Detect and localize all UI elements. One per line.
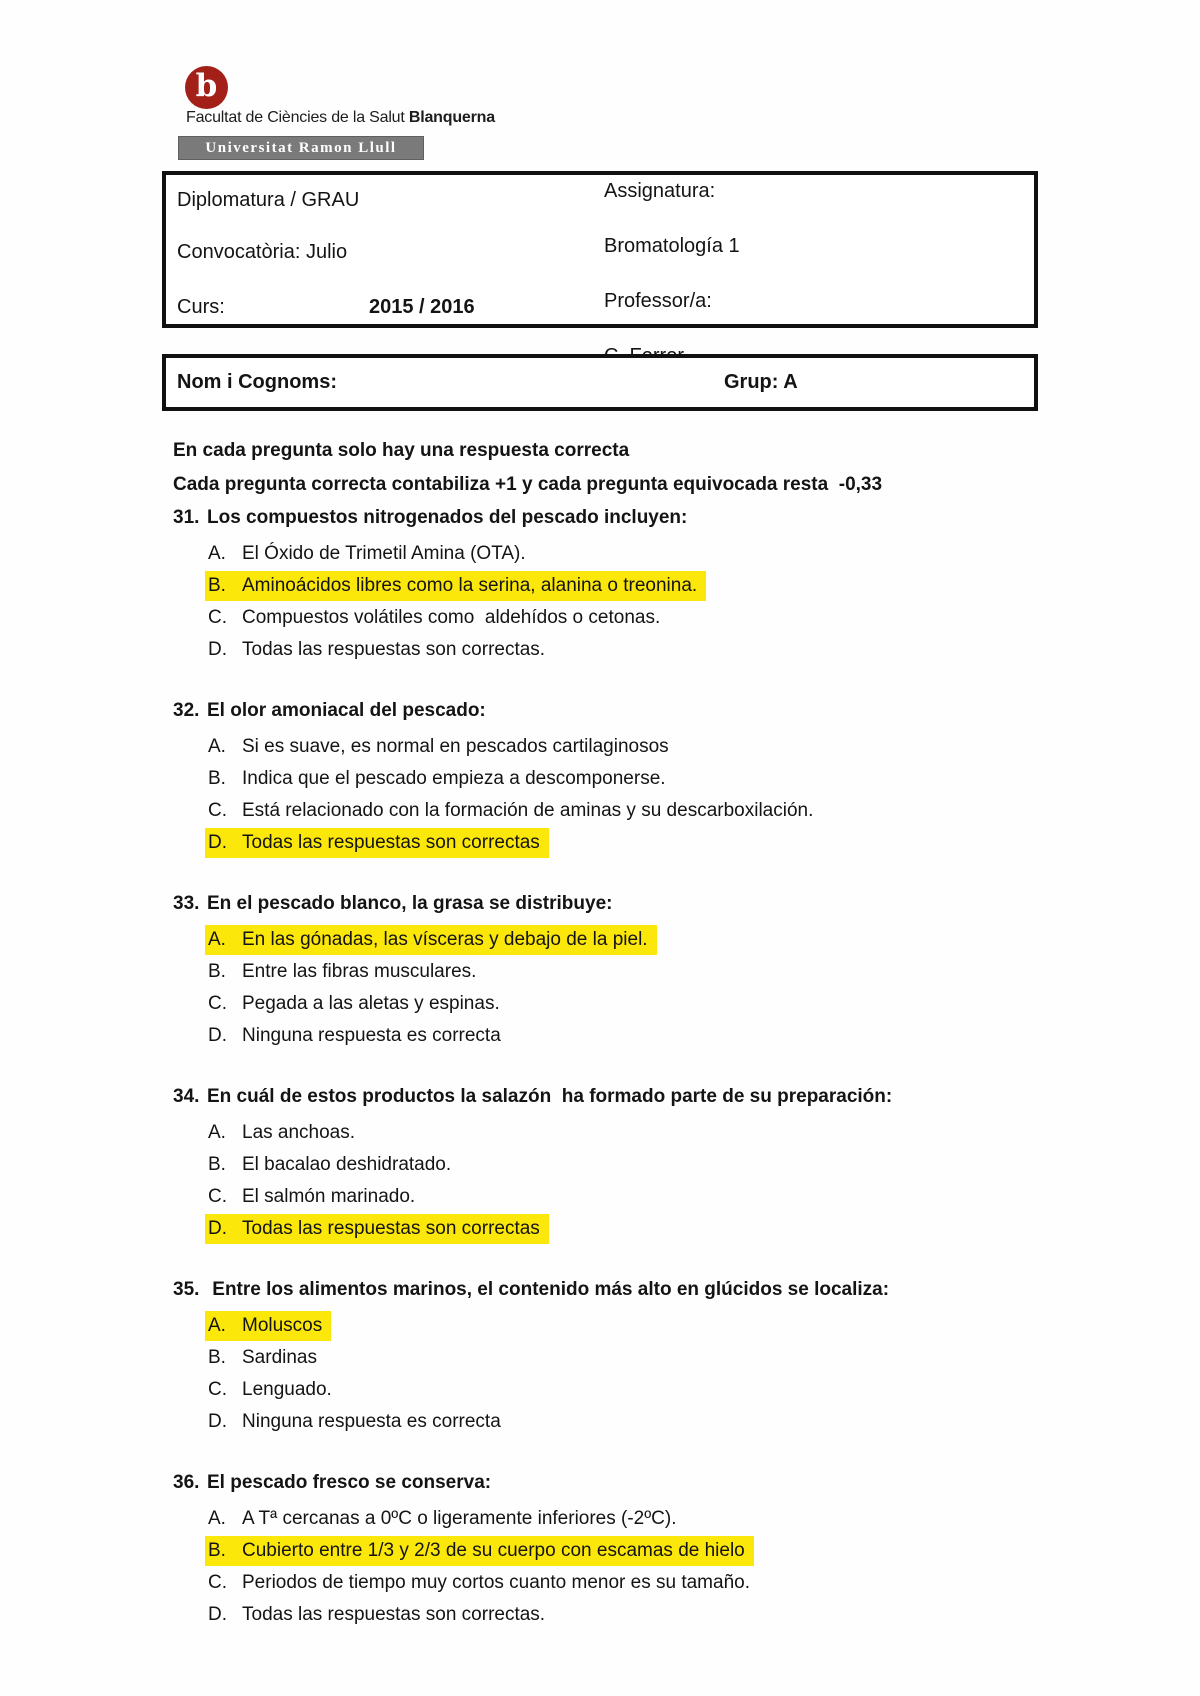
student-name-box (162, 354, 1038, 411)
option-row (173, 538, 1153, 570)
option-row (173, 602, 1153, 634)
question-36 (173, 1472, 1153, 1631)
question-heading (173, 1279, 1153, 1301)
option-row (173, 1374, 1153, 1406)
option-row (173, 1213, 1153, 1245)
option-row (173, 1567, 1153, 1599)
question-title: En cuál de estos productos la salazón ha formado parte de su preparación: (207, 1086, 893, 1107)
option-text: Ninguna respuesta es correcta (242, 1411, 501, 1432)
option-a-highlighted (205, 1311, 331, 1341)
university-banner (178, 136, 424, 160)
convocatoria-label: Convocatòria: Julio (177, 241, 348, 263)
option-letter: C. (208, 1186, 227, 1207)
question-heading (173, 1086, 1153, 1108)
option-text: Indica que el pescado empieza a descomponerse. (242, 768, 666, 789)
option-text: Aminoácidos libres como la serina, alanina o treonina. (242, 575, 698, 596)
option-text: Moluscos (242, 1315, 323, 1336)
option-text: Todas las respuestas son correctas. (242, 639, 546, 660)
option-row (173, 1149, 1153, 1181)
question-number: 36. (173, 1472, 200, 1493)
option-letter: B. (208, 1154, 226, 1175)
exam-info-box (162, 171, 1038, 328)
question-number: 33. (173, 893, 200, 914)
option-text: Lenguado. (242, 1379, 332, 1400)
assignatura-value: Bromatología 1 (604, 235, 740, 257)
option-b (205, 764, 675, 794)
faculty-name-regular: Facultat de Ciències de la Salut (186, 109, 409, 126)
option-b-highlighted (205, 1536, 754, 1566)
option-row (173, 1406, 1153, 1438)
option-letter: B. (208, 1347, 226, 1368)
option-letter: D. (208, 832, 227, 853)
option-row (173, 1599, 1153, 1631)
university-banner-text: Universitat Ramon Llull (205, 139, 397, 156)
option-row (173, 924, 1153, 956)
instruction-line-2: Cada pregunta correcta contabiliza +1 y cada pregunta equivocada resta -0,33 (173, 474, 883, 495)
option-text: Ninguna respuesta es correcta (242, 1025, 501, 1046)
question-32 (173, 700, 1153, 859)
question-title: El pescado fresco se conserva: (207, 1472, 492, 1493)
option-row (173, 570, 1153, 602)
option-c (205, 989, 509, 1019)
group-badge: Grup: A (724, 371, 798, 393)
option-text: Las anchoas. (242, 1122, 356, 1143)
question-heading (173, 893, 1153, 915)
option-text: A Tª cercanas a 0ºC o ligeramente inferiores (-2ºC). (242, 1508, 677, 1529)
option-letter: C. (208, 800, 227, 821)
option-row (173, 1181, 1153, 1213)
question-number: 32. (173, 700, 200, 721)
university-logo-icon (185, 66, 228, 109)
exam-content (173, 440, 1153, 1665)
option-c (205, 1568, 759, 1598)
option-c (205, 1182, 424, 1212)
option-letter: D. (208, 1604, 227, 1625)
option-letter: A. (208, 736, 226, 757)
option-row (173, 956, 1153, 988)
option-letter: C. (208, 1572, 227, 1593)
option-a (205, 539, 535, 569)
option-text: Sardinas (242, 1347, 317, 1368)
question-31 (173, 507, 1153, 666)
option-a (205, 1504, 686, 1534)
question-title: En el pescado blanco, la grasa se distribuye: (207, 893, 613, 914)
option-letter: D. (208, 1218, 227, 1239)
subject-professor-block (604, 178, 740, 371)
option-text: Pegada a las aletas y espinas. (242, 993, 500, 1014)
option-b (205, 957, 485, 987)
faculty-name-bold: Blanquerna (408, 109, 495, 126)
option-text: Todas las respuestas son correctas (242, 832, 540, 853)
option-c (205, 1375, 341, 1405)
option-row (173, 634, 1153, 666)
option-d (205, 635, 554, 665)
assignatura-label: Assignatura: (604, 180, 716, 202)
option-letter: C. (208, 607, 227, 628)
option-text: Compuestos volátiles como aldehídos o cetonas. (242, 607, 661, 628)
option-row (173, 988, 1153, 1020)
option-letter: D. (208, 639, 227, 660)
option-d (205, 1407, 510, 1437)
option-text: Cubierto entre 1/3 y 2/3 de su cuerpo con escamas de hielo (242, 1540, 745, 1561)
curs-value: 2015 / 2016 (369, 296, 475, 318)
option-d-highlighted (205, 828, 549, 858)
question-number: 34. (173, 1086, 200, 1107)
option-b (205, 1150, 460, 1180)
professor-label: Professor/a: (604, 290, 712, 312)
question-number: 31. (173, 507, 200, 528)
option-text: Entre las fibras musculares. (242, 961, 477, 982)
option-a (205, 732, 678, 762)
question-number: 35. (173, 1279, 200, 1300)
option-row (173, 1310, 1153, 1342)
option-letter: B. (208, 961, 226, 982)
option-text: El Óxido de Trimetil Amina (OTA). (242, 543, 526, 564)
question-33 (173, 893, 1153, 1052)
option-a (205, 1118, 364, 1148)
option-c (205, 603, 669, 633)
option-row (173, 827, 1153, 859)
option-letter: A. (208, 543, 226, 564)
option-letter: B. (208, 1540, 226, 1561)
option-letter: C. (208, 993, 227, 1014)
option-row (173, 795, 1153, 827)
option-text: Periodos de tiempo muy cortos cuanto menor es su tamaño. (242, 1572, 750, 1593)
option-row (173, 1503, 1153, 1535)
question-title: Los compuestos nitrogenados del pescado incluyen: (207, 507, 688, 528)
option-letter: A. (208, 1315, 226, 1336)
question-title: El olor amoniacal del pescado: (207, 700, 486, 721)
diplomatura-label: Diplomatura / GRAU (177, 189, 360, 211)
instruction-line-1: En cada pregunta solo hay una respuesta correcta (173, 440, 630, 461)
option-row (173, 763, 1153, 795)
name-label: Nom i Cognoms: (177, 371, 337, 393)
option-row (173, 1535, 1153, 1567)
option-letter: A. (208, 1508, 226, 1529)
option-a-highlighted (205, 925, 657, 955)
question-heading (173, 1472, 1153, 1494)
question-heading (173, 507, 1153, 529)
option-letter: C. (208, 1379, 227, 1400)
option-text: El salmón marinado. (242, 1186, 416, 1207)
option-text: En las gónadas, las vísceras y debajo de la piel. (242, 929, 648, 950)
option-letter: D. (208, 1411, 227, 1432)
question-35 (173, 1279, 1153, 1438)
option-b-highlighted (205, 571, 706, 601)
option-row (173, 1342, 1153, 1374)
option-c (205, 796, 822, 826)
question-title: Entre los alimentos marinos, el contenido más alto en glúcidos se localiza: (207, 1279, 890, 1300)
option-b (205, 1343, 326, 1373)
question-34 (173, 1086, 1153, 1245)
option-text: El bacalao deshidratado. (242, 1154, 452, 1175)
option-d (205, 1600, 554, 1630)
option-row (173, 731, 1153, 763)
option-letter: B. (208, 575, 226, 596)
curs-label: Curs: (177, 296, 225, 318)
option-d (205, 1021, 510, 1051)
option-d-highlighted (205, 1214, 549, 1244)
option-text: Todas las respuestas son correctas (242, 1218, 540, 1239)
option-row (173, 1117, 1153, 1149)
question-heading (173, 700, 1153, 722)
option-letter: A. (208, 929, 226, 950)
option-text: Todas las respuestas son correctas. (242, 1604, 546, 1625)
option-letter: B. (208, 768, 226, 789)
option-text: Si es suave, es normal en pescados cartilaginosos (242, 736, 669, 757)
option-letter: D. (208, 1025, 227, 1046)
logo-letter: b (195, 68, 218, 104)
faculty-name (186, 109, 495, 127)
option-text: Está relacionado con la formación de aminas y su descarboxilación. (242, 800, 814, 821)
option-letter: A. (208, 1122, 226, 1143)
option-row (173, 1020, 1153, 1052)
